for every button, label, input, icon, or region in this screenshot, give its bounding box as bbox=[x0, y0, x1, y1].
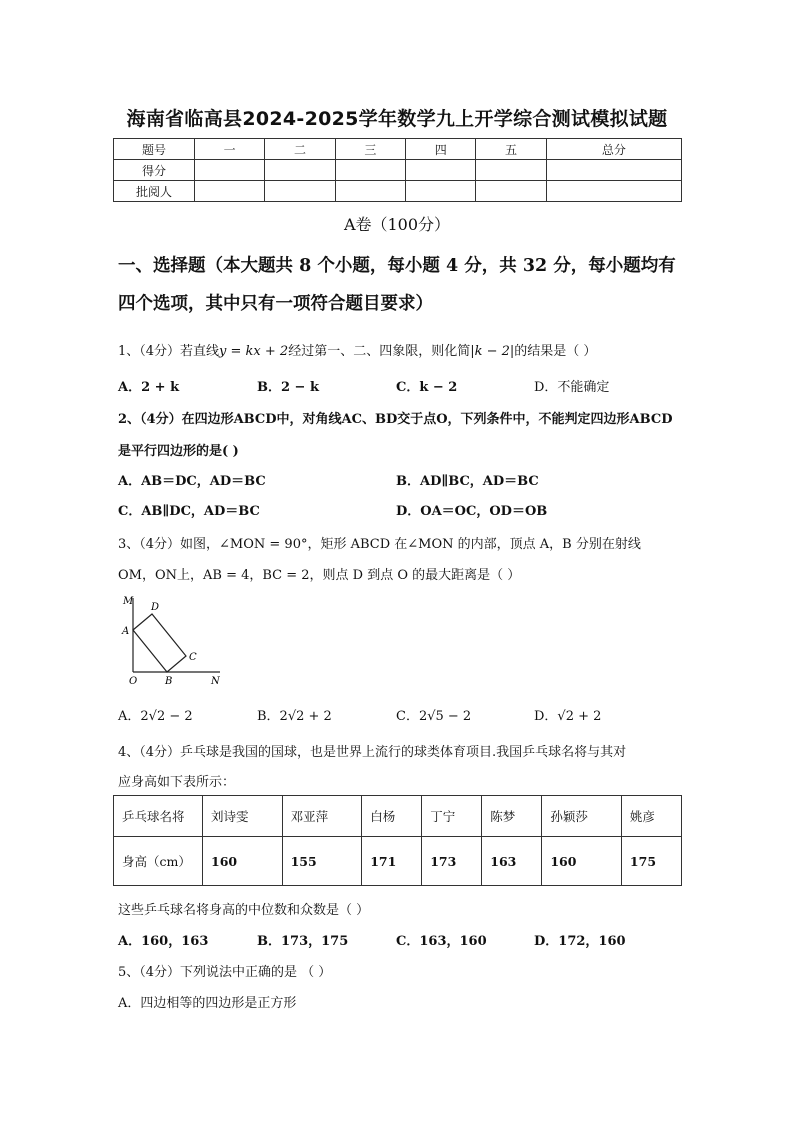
players-height-table bbox=[113, 795, 682, 886]
table-cell: 身高（cm） bbox=[114, 837, 203, 886]
q4-option-c[interactable]: C．163，160 bbox=[396, 934, 487, 949]
q4-stem-line1: 4、（4分）乒乓球是我国的国球，也是世界上流行的球类体育项目.我国乒乓球名将与其对 bbox=[118, 745, 627, 760]
exam-title: 海南省临高县2024-2025学年数学九上开学综合测试模拟试题 bbox=[126, 108, 668, 130]
q1-post: 的结果是（ ） bbox=[514, 344, 597, 359]
q1-equation: y = kx + 2 bbox=[219, 344, 289, 359]
q2-option-d[interactable]: D．OA＝OC，OD＝OB bbox=[396, 504, 548, 519]
label-n: N bbox=[211, 676, 220, 687]
q1-option-b[interactable]: B．2 − k bbox=[257, 380, 319, 395]
label-d: D bbox=[151, 602, 160, 613]
score-cell bbox=[406, 181, 476, 202]
score-header-cell: 三 bbox=[335, 139, 405, 160]
score-header-cell: 五 bbox=[476, 139, 546, 160]
q4-option-d[interactable]: D．172，160 bbox=[534, 934, 626, 949]
q2-option-c[interactable]: C．AB∥DC，AD＝BC bbox=[118, 504, 260, 519]
q3-option-d[interactable]: D．√2 + 2 bbox=[534, 709, 602, 724]
q2-option-b[interactable]: B．AD∥BC，AD＝BC bbox=[396, 474, 539, 489]
score-cell bbox=[265, 160, 335, 181]
table-cell: 姚彦 bbox=[621, 796, 681, 837]
q3-option-b[interactable]: B．2√2 + 2 bbox=[257, 709, 332, 724]
q1-abs-expression: |k − 2| bbox=[470, 344, 515, 359]
q2-stem-line2: 是平行四边形的是( ) bbox=[118, 444, 239, 459]
table-cell: 邓亚萍 bbox=[282, 796, 362, 837]
table-cell: 163 bbox=[482, 837, 542, 886]
table-cell: 乒乓球名将 bbox=[114, 796, 203, 837]
q4-option-b[interactable]: B．173，175 bbox=[257, 934, 349, 949]
table-cell: 173 bbox=[422, 837, 482, 886]
score-header-cell: 总分 bbox=[546, 139, 681, 160]
table-cell: 刘诗雯 bbox=[203, 796, 283, 837]
score-row-label: 批阅人 bbox=[114, 181, 195, 202]
q5-stem: 5、（4分）下列说法中正确的是 （ ） bbox=[118, 965, 332, 980]
score-cell bbox=[335, 160, 405, 181]
part1-title: 一、选择题（本大题共 8 个小题，每小题 4 分，共 32 分，每小题均有四个选项，其中只有一项符合题目要求） bbox=[118, 256, 676, 314]
score-header-cell: 题号 bbox=[114, 139, 195, 160]
q4-option-a[interactable]: A．160，163 bbox=[118, 934, 209, 949]
q4-question: 这些乒乓球名将身高的中位数和众数是（ ） bbox=[118, 903, 370, 918]
q1-option-c[interactable]: C．k − 2 bbox=[396, 380, 458, 395]
players-name-row bbox=[114, 796, 682, 837]
score-cell bbox=[195, 160, 265, 181]
rectangle-abcd bbox=[133, 614, 186, 672]
score-table bbox=[113, 138, 682, 202]
table-cell: 175 bbox=[621, 837, 681, 886]
score-table-row bbox=[114, 181, 682, 202]
label-o: O bbox=[129, 676, 138, 687]
q2-stem-line1: 2、（4分）在四边形ABCD中，对角线AC、BD交于点O，下列条件中，不能判定四边形ABCD bbox=[118, 412, 673, 427]
q5-option-a[interactable]: A．四边相等的四边形是正方形 bbox=[118, 996, 297, 1011]
label-m: M bbox=[123, 596, 134, 607]
section-a-heading: A卷（100分） bbox=[343, 215, 451, 234]
q1-pre: 1、（4分）若直线 bbox=[118, 344, 220, 359]
table-cell: 160 bbox=[542, 837, 622, 886]
q1-mid: 经过第一、二、四象限，则化简 bbox=[288, 344, 471, 359]
q1-option-a[interactable]: A．2 + k bbox=[118, 380, 180, 395]
players-height-row bbox=[114, 837, 682, 886]
table-cell: 155 bbox=[282, 837, 362, 886]
q3-option-a[interactable]: A．2√2 − 2 bbox=[118, 709, 193, 724]
q2-option-a[interactable]: A．AB＝DC，AD＝BC bbox=[118, 474, 266, 489]
score-header-cell: 二 bbox=[265, 139, 335, 160]
score-cell bbox=[265, 181, 335, 202]
score-cell bbox=[476, 181, 546, 202]
label-c: C bbox=[189, 652, 197, 663]
table-cell: 171 bbox=[362, 837, 422, 886]
score-cell bbox=[546, 181, 681, 202]
score-header-cell: 一 bbox=[195, 139, 265, 160]
q3-stem-line1: 3、（4分）如图，∠MON = 90°，矩形 ABCD 在∠MON 的内部，顶点 A，B 分别在射线 bbox=[118, 537, 641, 552]
q4-stem-line2: 应身高如下表所示： bbox=[118, 775, 236, 790]
label-b: B bbox=[165, 676, 173, 687]
table-cell: 丁宁 bbox=[422, 796, 482, 837]
score-row-label: 得分 bbox=[114, 160, 195, 181]
table-cell: 白杨 bbox=[362, 796, 422, 837]
q1-stem bbox=[118, 340, 596, 359]
score-table-header-row bbox=[114, 139, 682, 160]
score-cell bbox=[406, 160, 476, 181]
score-header-cell: 四 bbox=[406, 139, 476, 160]
score-cell bbox=[546, 160, 681, 181]
q3-stem-line2: OM，ON上，AB = 4，BC = 2，则点 D 到点 O 的最大距离是（ ） bbox=[118, 568, 521, 583]
q3-figure bbox=[118, 590, 228, 690]
table-cell: 160 bbox=[203, 837, 283, 886]
table-cell: 孙颖莎 bbox=[542, 796, 622, 837]
table-cell: 陈梦 bbox=[482, 796, 542, 837]
q3-option-c[interactable]: C．2√5 − 2 bbox=[396, 709, 472, 724]
label-a: A bbox=[122, 626, 130, 637]
score-cell bbox=[476, 160, 546, 181]
score-table-row bbox=[114, 160, 682, 181]
score-cell bbox=[335, 181, 405, 202]
score-cell bbox=[195, 181, 265, 202]
q1-option-d[interactable]: D．不能确定 bbox=[534, 380, 610, 395]
